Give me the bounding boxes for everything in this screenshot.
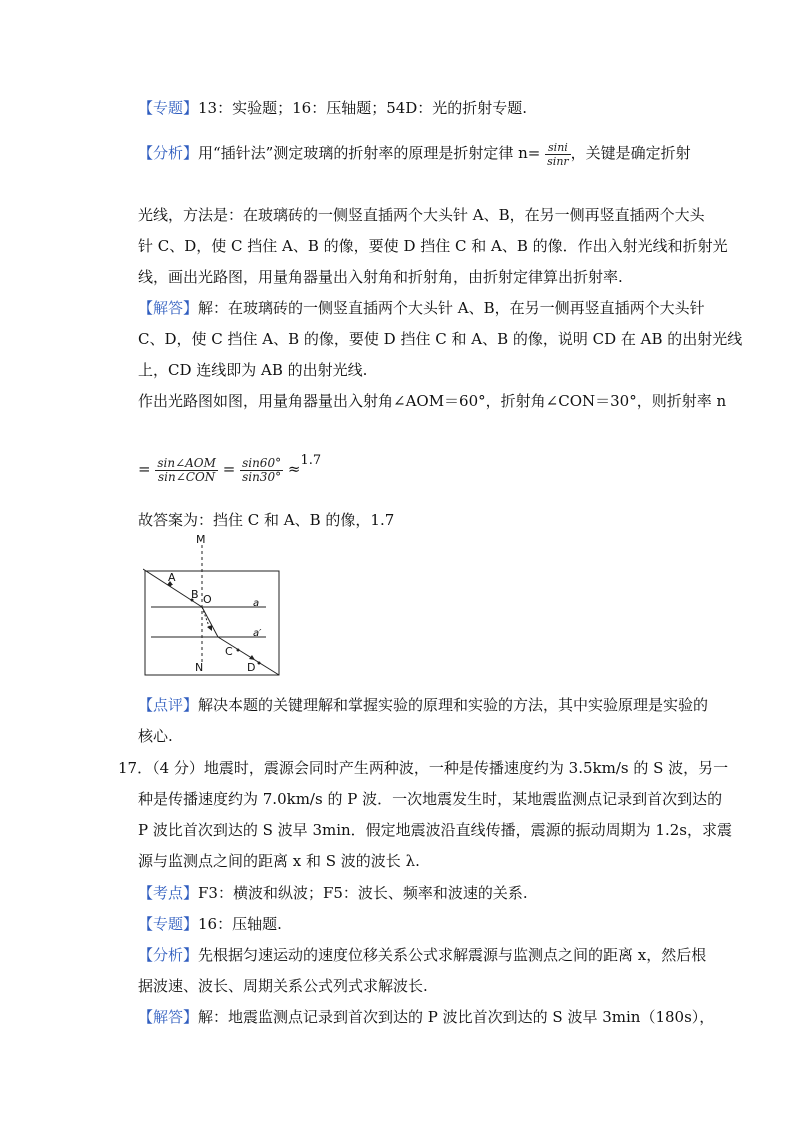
dianping-line-1 [138,695,708,715]
snell-numerator: sini [545,141,571,155]
q17-kaodian-text: F3：横波和纵波；F5：波长、频率和波速的关系. [198,884,528,902]
sine-ratio-denominator: sin30° [242,469,282,484]
label-o: O [203,593,212,606]
jieda-line-4: 作出光路图如图，用量角器量出入射角∠AOM＝60°，折射角∠CON＝30°，则折射率 n [138,392,727,410]
fenxi-line-1 [138,138,691,168]
q17-kaodian-tag: 【考点】 [138,884,199,902]
q17-line-4: 源与监测点之间的距离 x 和 S 波的波长 λ. [138,852,420,870]
q17-fenxi-line-1 [138,945,706,965]
zhuanti-text: 13：实验题；16：压轴题；54D：光的折射专题. [198,99,528,117]
fenxi-text-a: 用“插针法”测定玻璃的折射率的原理是折射定律 n [198,144,528,162]
q17-zhuanti-text: 16：压轴题. [198,915,282,933]
zhuanti-tag: 【专题】 [138,99,199,117]
angle-ratio-numerator: sin∠AOM [157,455,216,470]
label-b: B [191,588,199,601]
optical-path-svg [143,533,283,681]
fenxi-equals: = [527,144,541,162]
sine-ratio-fraction [240,457,283,484]
label-c: C [225,645,233,658]
q17-zhuanti-line [138,914,282,934]
jieda-line-3: 上，CD 连线即为 AB 的出射光线. [138,361,368,379]
snell-denominator: sinr [547,154,569,168]
q17-kaodian-line [138,883,528,903]
angle-ratio-denominator: sin∠CON [157,469,216,484]
q17-jieda-text-1: 解：地震监测点记录到首次到达的 P 波比首次到达的 S 波早 3min（180s）， [198,1008,715,1026]
jieda-text-1: 解：在玻璃砖的一侧竖直插两个大头针 A、B，在另一侧再竖直插两个大头针 [198,299,705,317]
q17-fenxi-text-1: 先根据匀速运动的速度位移关系公式求解震源与监测点之间的距离 x，然后根 [198,946,707,964]
formula-equals-1: = [138,460,151,478]
pin-c [237,649,240,652]
arrow-inside-glass [207,625,212,631]
q17-line-1: 17．（4 分）地震时，震源会同时产生两种波，一种是传播速度约为 3.5km/s 的 S 波，另一 [118,759,729,777]
q17-fenxi-line-2: 据波速、波长、周期关系公式列式求解波长. [138,977,428,995]
formula-equals-2: = [222,460,236,478]
figure-frame [145,571,279,675]
jieda-tag: 【解答】 [138,299,199,317]
q17-line-2: 种是传播速度约为 7.0km/s 的 P 波．一次地震发生时，某地震监测点记录到首次到达的 [138,790,723,808]
jieda-line-1 [138,298,705,318]
sine-ratio-numerator: sin60° [242,455,282,470]
label-a: A [168,571,176,584]
zhuanti-line [138,98,527,118]
fenxi-line-2: 光线，方法是：在玻璃砖的一侧竖直插两个大头针 A、B，在另一侧再竖直插两个大头 [138,206,705,224]
label-d: D [247,661,256,674]
fenxi-text-b: ，关键是确定折射 [570,144,691,162]
angle-ratio-fraction [155,457,218,484]
formula-result: 1.7 [300,453,322,468]
snell-fraction [545,141,571,168]
label-n: N [195,661,204,674]
dianping-line-2: 核心. [138,727,173,745]
dianping-tag: 【点评】 [138,696,199,714]
q17-zhuanti-tag: 【专题】 [138,915,199,933]
refracted-ray [202,607,218,637]
formula-approx: ≈ [287,460,301,478]
fenxi-line-4: 线，画出光路图，用量角器量出入射角和折射角，由折射定律算出折射率. [138,268,623,286]
optical-path-figure [143,533,283,681]
q17-jieda-line-1 [138,1007,714,1027]
label-interface-a-prime: a′ [253,628,262,639]
pin-d [258,662,261,665]
dianping-text-1: 解决本题的关键理解和掌握实验的原理和实验的方法，其中实验原理是实验的 [198,696,709,714]
jieda-line-2: C、D，使 C 挡住 A、B 的像，要使 D 挡住 C 和 A、B 的像，说明 CD 在 AB 的出射光线 [138,330,743,348]
q17-jieda-tag: 【解答】 [138,1008,199,1026]
label-interface-a: a [253,598,260,609]
refraction-formula [138,452,321,488]
label-m: M [196,533,206,546]
q17-fenxi-tag: 【分析】 [138,946,199,964]
arrow-cd [249,655,255,660]
q17-line-3: P 波比首次到达的 S 波早 3min．假定地震波沿直线传播，震源的振动周期为 1.2s，求震 [138,821,732,839]
fenxi-line-3: 针 C、D，使 C 挡住 A、B 的像，要使 D 挡住 C 和 A、B 的像．作出入射光线和折射光 [138,237,728,255]
fenxi-tag: 【分析】 [138,144,199,162]
answer-line: 故答案为：挡住 C 和 A、B 的像，1.7 [138,511,395,529]
